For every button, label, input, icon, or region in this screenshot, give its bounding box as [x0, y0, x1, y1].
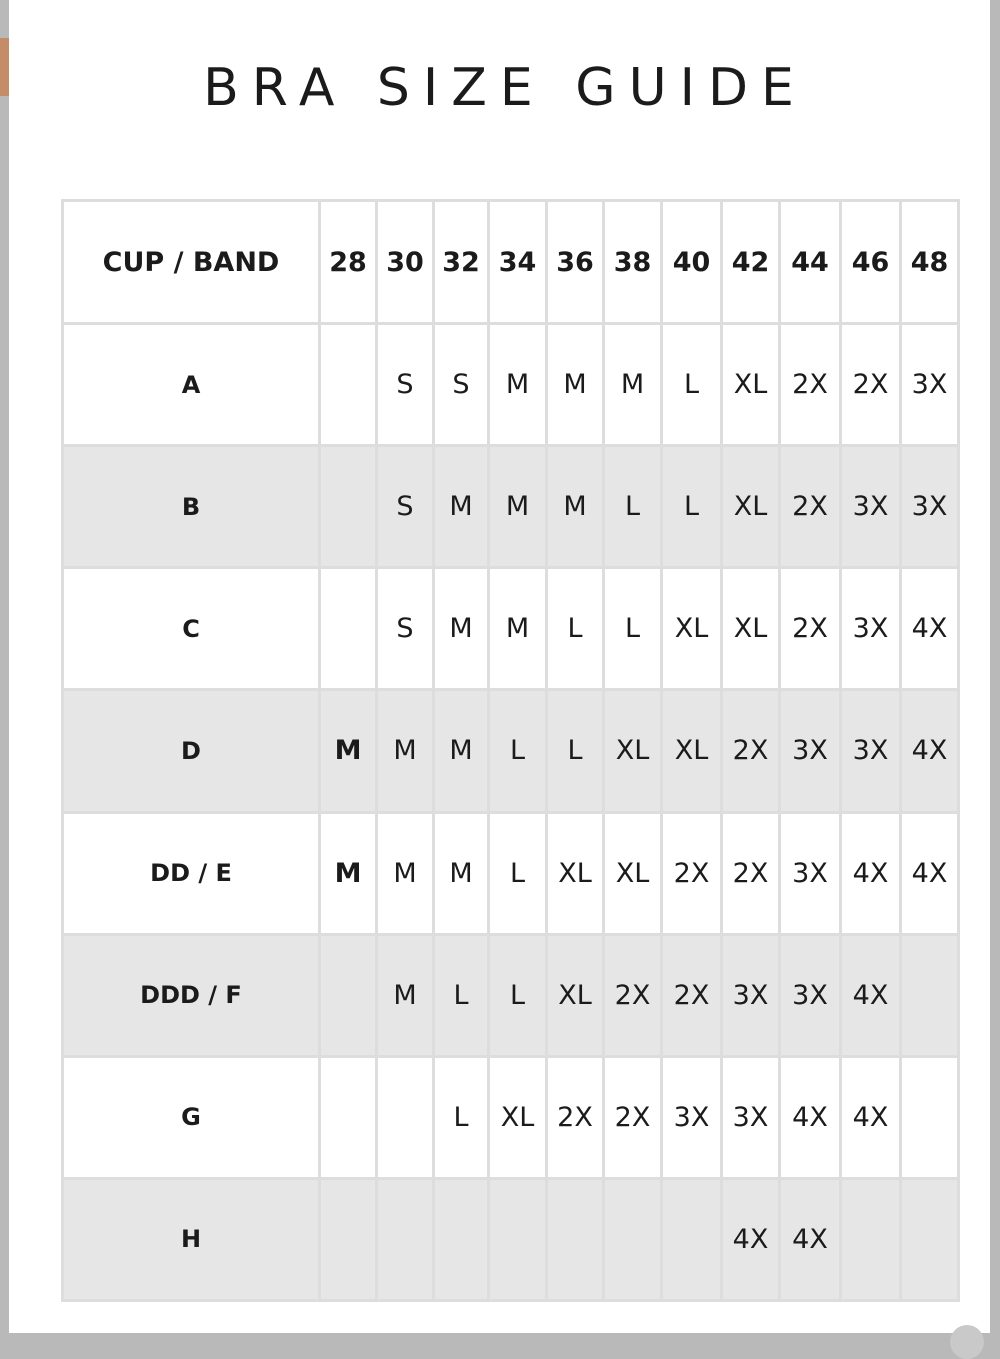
- size-cell: 3X: [901, 324, 959, 446]
- size-cell: [662, 1178, 722, 1300]
- size-cell: M: [377, 934, 434, 1056]
- size-cell: M: [547, 324, 604, 446]
- size-cell: XL: [662, 690, 722, 812]
- size-cell: 2X: [841, 324, 901, 446]
- edge-accent: [0, 38, 9, 96]
- size-cell: [901, 934, 959, 1056]
- size-cell: [489, 1178, 547, 1300]
- size-cell: L: [547, 690, 604, 812]
- band-header: 36: [547, 201, 604, 324]
- size-cell: [377, 1056, 434, 1178]
- size-cell: M: [377, 812, 434, 934]
- size-cell: M: [489, 446, 547, 568]
- size-cell: [547, 1178, 604, 1300]
- cup-band-header: CUP / BAND: [63, 201, 320, 324]
- table-row: [63, 1178, 959, 1300]
- size-cell: M: [434, 568, 489, 690]
- band-header: 32: [434, 201, 489, 324]
- band-header: 38: [604, 201, 662, 324]
- size-cell: L: [604, 446, 662, 568]
- size-cell: L: [662, 324, 722, 446]
- size-cell: 4X: [841, 1056, 901, 1178]
- size-cell: [320, 568, 377, 690]
- size-cell: M: [547, 446, 604, 568]
- size-cell: 3X: [841, 568, 901, 690]
- size-cell: 4X: [722, 1178, 780, 1300]
- size-cell: 2X: [722, 690, 780, 812]
- size-cell: M: [604, 324, 662, 446]
- size-cell: [901, 1056, 959, 1178]
- corner-scroll-indicator: [950, 1325, 984, 1359]
- band-header: 46: [841, 201, 901, 324]
- cup-label: DD / E: [63, 812, 320, 934]
- size-cell: 2X: [604, 1056, 662, 1178]
- size-cell: 3X: [901, 446, 959, 568]
- size-cell: [377, 1178, 434, 1300]
- size-cell: 4X: [780, 1178, 841, 1300]
- size-cell: 2X: [780, 446, 841, 568]
- size-cell: M: [434, 690, 489, 812]
- size-cell: 3X: [780, 812, 841, 934]
- size-cell: 3X: [780, 934, 841, 1056]
- size-cell: M: [434, 446, 489, 568]
- band-header: 34: [489, 201, 547, 324]
- band-header: 42: [722, 201, 780, 324]
- size-cell: 3X: [722, 934, 780, 1056]
- cup-label: D: [63, 690, 320, 812]
- size-cell: XL: [547, 812, 604, 934]
- size-cell: [604, 1178, 662, 1300]
- cup-label: G: [63, 1056, 320, 1178]
- size-cell: XL: [489, 1056, 547, 1178]
- size-cell: L: [547, 568, 604, 690]
- size-cell: 3X: [841, 446, 901, 568]
- size-guide-table: [61, 199, 960, 1302]
- header-row: [63, 201, 959, 324]
- size-cell: [320, 446, 377, 568]
- page-title: BRA SIZE GUIDE: [203, 58, 807, 118]
- size-cell: 3X: [722, 1056, 780, 1178]
- size-cell: XL: [722, 446, 780, 568]
- size-cell: 2X: [780, 324, 841, 446]
- size-cell: XL: [722, 324, 780, 446]
- size-cell: [320, 934, 377, 1056]
- cup-label: DDD / F: [63, 934, 320, 1056]
- size-cell: S: [377, 568, 434, 690]
- size-guide-card: [9, 0, 990, 1333]
- size-cell: [320, 324, 377, 446]
- size-cell: L: [434, 934, 489, 1056]
- size-cell: 2X: [722, 812, 780, 934]
- size-cell: S: [434, 324, 489, 446]
- cup-label: A: [63, 324, 320, 446]
- band-header: 28: [320, 201, 377, 324]
- size-cell: 2X: [604, 934, 662, 1056]
- size-cell: [841, 1178, 901, 1300]
- size-cell: XL: [722, 568, 780, 690]
- table-row: [63, 324, 959, 446]
- size-cell: 4X: [780, 1056, 841, 1178]
- size-cell: XL: [604, 690, 662, 812]
- band-header: 48: [901, 201, 959, 324]
- size-cell: XL: [604, 812, 662, 934]
- size-cell: 3X: [841, 690, 901, 812]
- cup-label: H: [63, 1178, 320, 1300]
- size-cell: 4X: [841, 934, 901, 1056]
- size-cell: M: [489, 324, 547, 446]
- size-cell: S: [377, 446, 434, 568]
- band-header: 44: [780, 201, 841, 324]
- size-cell: 3X: [780, 690, 841, 812]
- size-cell: M: [320, 690, 377, 812]
- size-cell: L: [489, 690, 547, 812]
- size-cell: L: [662, 446, 722, 568]
- size-cell: XL: [547, 934, 604, 1056]
- size-cell: L: [434, 1056, 489, 1178]
- size-cell: 4X: [901, 812, 959, 934]
- size-cell: [320, 1056, 377, 1178]
- size-cell: [434, 1178, 489, 1300]
- size-cell: 2X: [662, 812, 722, 934]
- size-cell: 2X: [547, 1056, 604, 1178]
- size-cell: L: [604, 568, 662, 690]
- table-row: [63, 690, 959, 812]
- size-table-body: [63, 324, 959, 1301]
- table-row: [63, 446, 959, 568]
- size-cell: 4X: [901, 568, 959, 690]
- size-cell: L: [489, 934, 547, 1056]
- size-cell: 4X: [841, 812, 901, 934]
- table-row: [63, 934, 959, 1056]
- size-cell: M: [320, 812, 377, 934]
- table-row: [63, 568, 959, 690]
- band-header: 30: [377, 201, 434, 324]
- size-cell: L: [489, 812, 547, 934]
- table-row: [63, 1056, 959, 1178]
- size-cell: 4X: [901, 690, 959, 812]
- cup-label: C: [63, 568, 320, 690]
- size-cell: S: [377, 324, 434, 446]
- table-row: [63, 812, 959, 934]
- size-cell: 2X: [662, 934, 722, 1056]
- band-header: 40: [662, 201, 722, 324]
- size-cell: 2X: [780, 568, 841, 690]
- size-cell: M: [489, 568, 547, 690]
- size-cell: [320, 1178, 377, 1300]
- size-cell: M: [377, 690, 434, 812]
- size-cell: XL: [662, 568, 722, 690]
- size-cell: 3X: [662, 1056, 722, 1178]
- size-cell: M: [434, 812, 489, 934]
- cup-label: B: [63, 446, 320, 568]
- size-cell: [901, 1178, 959, 1300]
